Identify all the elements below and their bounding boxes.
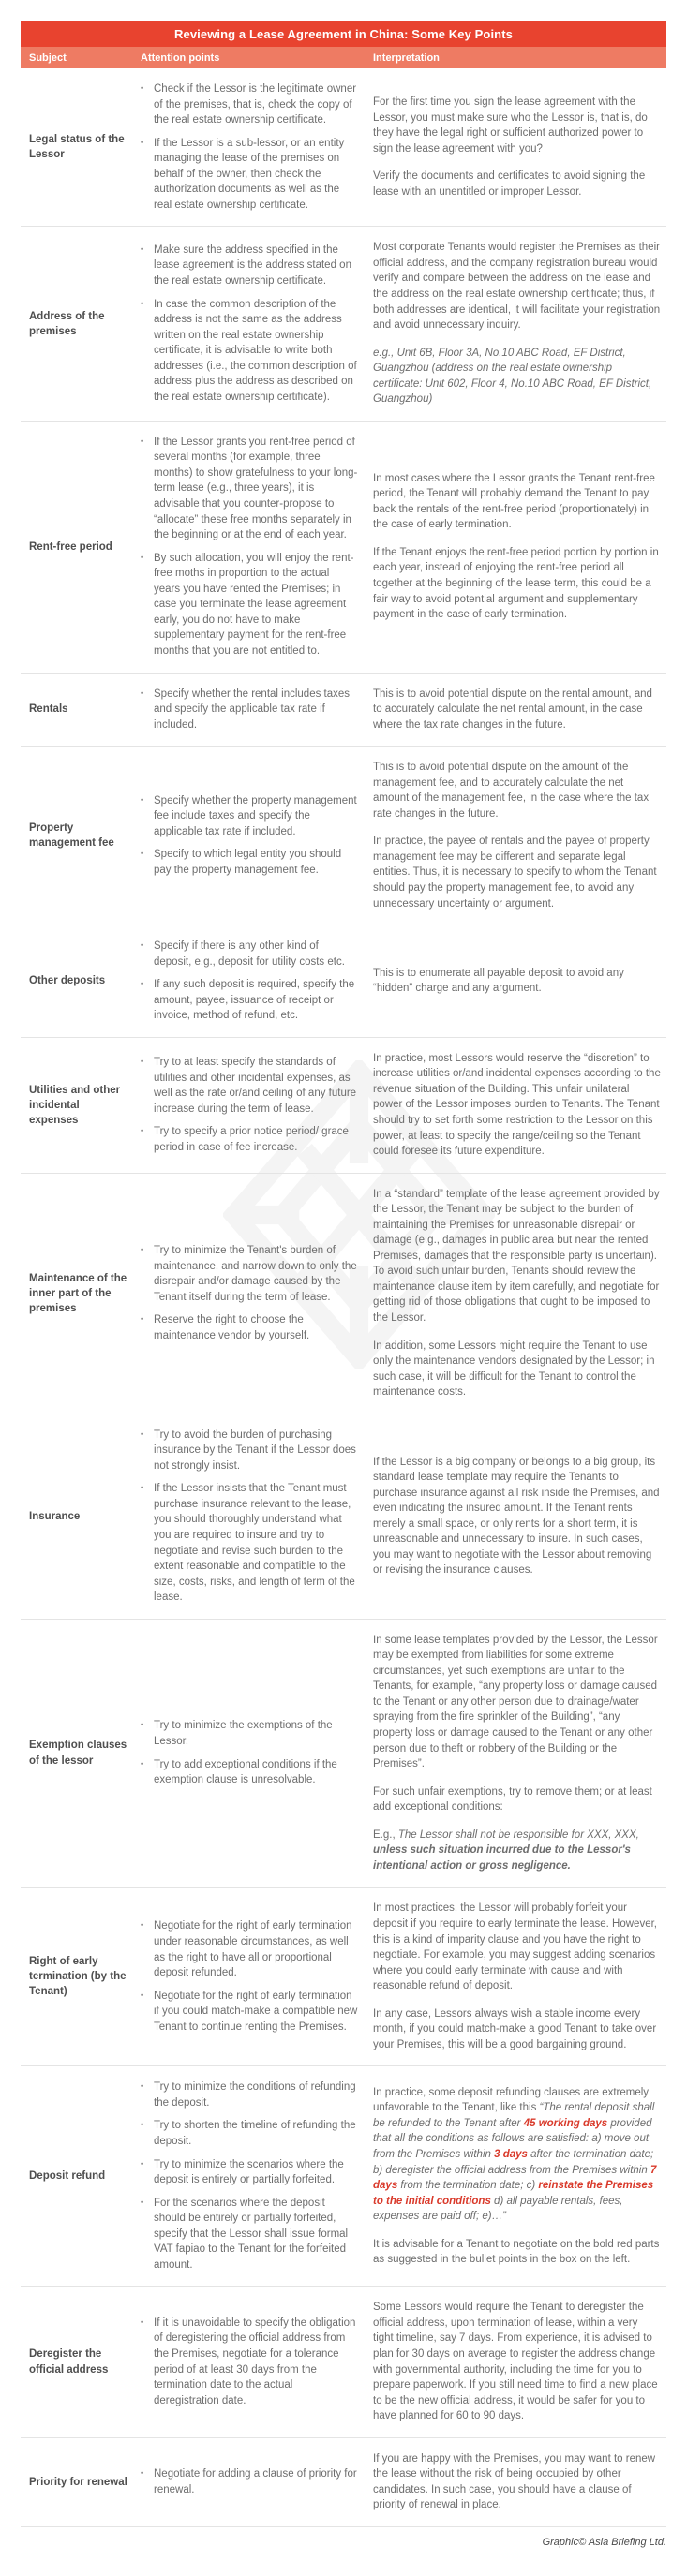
attention-point-text: Try to minimize the scenarios where the deposit is entirely or partially forfeited. <box>154 2158 344 2186</box>
bullet-dot-icon: • <box>141 1314 144 1325</box>
bullet-dot-icon: • <box>141 688 144 698</box>
row-attention-points <box>141 435 373 659</box>
attention-point-text: Try to add exceptional conditions if the exemption clause is unresolvable. <box>154 1758 337 1786</box>
interpretation-paragraph: This is to avoid potential dispute on the rental amount, and to accurately calculate the net rental amount, in the case where the tax rate changes in the future. <box>373 688 652 731</box>
row-interpretation <box>373 1051 666 1160</box>
attention-point <box>141 2118 358 2149</box>
interpretation-paragraph: For the first time you sign the lease agreement with the Lessor, you must make sure who the Lessor is, that is, do they have the legal right or sufficient authorized power to sign the lease agreement with you? <box>373 96 648 155</box>
attention-point-text: If it is unavoidable to specify the obligation of deregistering the official address from the Premises, negotiate for a tolerance period of at least 30 days from the termination date to the actual deregistration date. <box>154 2317 356 2406</box>
interpretation-paragraph: If the Tenant enjoys the rent-free period portion by portion in each year, instead of enjoying the rent-free period all together at the beginning of the lease term, this could be a fair way to avoid potential argument and supplementary payment in the case of early termination. <box>373 546 659 621</box>
row-interpretation <box>373 95 666 200</box>
bullet-dot-icon: • <box>141 1057 144 1067</box>
interpretation-paragraph: Most corporate Tenants would register the Premises as their official address, and the company registration bureau would verify and compare between the address on the lease and the address on the real estate ownership certificate; thus, if both addresses are identical, it will facilitate your registration and avoid unnecessary inquiry. <box>373 242 661 332</box>
bullet-dot-icon: • <box>141 940 144 951</box>
bullet-dot-icon: • <box>141 849 144 859</box>
row-attention-points <box>141 1718 373 1787</box>
attention-point-text: Specify whether the property management fee include taxes and specify the applicable tax rate if included. <box>154 794 357 837</box>
bullet-dot-icon: • <box>141 794 144 805</box>
table-row <box>21 925 666 1038</box>
row-interpretation <box>373 2451 666 2513</box>
attention-point <box>141 2080 358 2110</box>
interpretation-paragraph: It is advisable for a Tenant to negotiate on the bold red parts as suggested in the bullet points in the box on the left. <box>373 2238 660 2266</box>
interpretation-paragraph: Verify the documents and certificates to avoid signing the lease with an unentitled or improper Lessor. <box>373 170 646 198</box>
column-header-interpretation: Interpretation <box>373 52 440 64</box>
attention-point <box>141 793 358 840</box>
attention-point <box>141 551 358 659</box>
column-header-attention-points: Attention points <box>141 52 220 64</box>
row-subject: Utilities and other incidental expenses <box>29 1084 121 1126</box>
row-attention-points <box>141 687 373 733</box>
interpretation-paragraph: In most cases where the Lessor grants the Tenant rent-free period, the Tenant will probably demand the Tenant to pay back the rentals of the rent-free period (proportionately) in the case of early termination. <box>373 472 655 531</box>
attention-point <box>141 1312 358 1343</box>
table-body <box>21 68 666 2527</box>
attention-point-text: Specify to which legal entity you should pay the property management fee. <box>154 849 342 876</box>
table-row <box>21 2287 666 2437</box>
row-subject: Legal status of the Lessor <box>29 134 125 161</box>
bullet-dot-icon: • <box>141 1245 144 1255</box>
column-header-subject: Subject <box>29 52 67 64</box>
attention-point-text: By such allocation, you will enjoy the rent-free moths in proportion to the actual years you have rented the Premises; in case you terminate the lease agreement early, you do not have to make supplementary payment for the rent-free months that you are not entitled to. <box>154 552 354 657</box>
row-interpretation <box>373 2300 666 2423</box>
attention-point <box>141 2316 358 2408</box>
attention-point <box>141 297 358 406</box>
row-interpretation <box>373 240 666 407</box>
row-interpretation <box>373 1901 666 2052</box>
row-subject: Rent-free period <box>29 540 112 553</box>
table-row <box>21 2438 666 2527</box>
attention-point-text: Try to shorten the timeline of refunding the deposit. <box>154 2120 356 2147</box>
interpretation-paragraph: If the Lessor is a big company or belongs to a big group, its standard lease template may require the Tenants to purchase insurance against all risk inside the Premises, and even indicating the insured amount. If the Tenant rents merely a small space, or only rents for a short term, it is unreasonable and unnecessary to insure. In such cases, you may want to negotiate with the Lessor about removing or revising the insurance clauses. <box>373 1456 660 1577</box>
bullet-dot-icon: • <box>141 1920 144 1931</box>
bullet-dot-icon: • <box>141 2081 144 2092</box>
attention-point-text: If the Lessor is a sub-lessor, or an entity managing the lease of the premises on behalf of the owner, then check the authorization documents as well as the real estate ownership certificate. <box>154 137 345 211</box>
attention-point-text: Try to minimize the Tenant's burden of maintenance, and narrow down to only the disrepair and/or damage caused by the Tenant itself during the term of lease. <box>154 1245 357 1303</box>
table-row <box>21 1174 666 1414</box>
bullet-dot-icon: • <box>141 1126 144 1136</box>
attention-point <box>141 81 358 128</box>
attention-point <box>141 1989 358 2036</box>
row-subject: Maintenance of the inner part of the premises <box>29 1272 127 1314</box>
row-subject: Other deposits <box>29 975 106 987</box>
row-interpretation <box>373 687 666 733</box>
attention-point <box>141 136 358 214</box>
interpretation-paragraph: In most practices, the Lessor will probably forfeit your deposit if you require to early terminate the lease. However, this is a kind of imparity clause and you have the right to negotiate. For example, you may suggest adding scenarios where you could early terminate with cause and with reasonable refund of deposit. <box>373 1902 657 1992</box>
row-subject: Property management fee <box>29 822 114 850</box>
bullet-dot-icon: • <box>141 436 144 446</box>
row-attention-points <box>141 939 373 1024</box>
table-row <box>21 1888 666 2066</box>
row-subject: Right of early termination (by the Tenant) <box>29 1956 127 1998</box>
interpretation-paragraph: In practice, most Lessors would reserve the “discretion” to increase utilities or/and incidental expenses according to the revenue situation of the Building. This unfair unilateral power of the Lessor imposes burden to Tenants. The Tenant should try to set forth some restriction to the Lessor on this power, at least to specify the range/ceiling so the Tenant could foresee its future expenditure. <box>373 1052 661 1158</box>
bullet-dot-icon: • <box>141 2317 144 2327</box>
row-attention-points <box>141 1428 373 1606</box>
row-subject: Insurance <box>29 1510 81 1522</box>
attention-point <box>141 687 358 733</box>
table-row <box>21 227 666 421</box>
interpretation-paragraph: In a “standard” template of the lease agreement provided by the Lessor, the Tenant may be subject to the burden of maintaining the Premises for unreasonable disrepair or damage (e.g., damages in public area but near the rented Premises, damages that the responsible party is uncertain). To avoid such unfair burden, Tenants should review the maintenance clause item by item carefully, and negotiate for getting rid of those obligations that ought to be imposed to the Lessor. <box>373 1188 660 1324</box>
bullet-dot-icon: • <box>141 1990 144 2000</box>
bullet-dot-icon: • <box>141 137 144 147</box>
attention-point-text: Try to at least specify the standards of utilities and other incidental expenses, as well as the rate or/and ceiling of any future increase during the term of lease. <box>154 1057 357 1115</box>
bullet-dot-icon: • <box>141 2120 144 2130</box>
bullet-dot-icon: • <box>141 552 144 562</box>
attention-point <box>141 1718 358 1749</box>
table-row <box>21 1414 666 1620</box>
table-row <box>21 747 666 925</box>
bullet-dot-icon: • <box>141 2197 144 2207</box>
attention-point-text: For the scenarios where the deposit should be entirely or partially forfeited, specify that the Lessor shall issue formal VAT fapiao to the Tenant for the forfeited amount. <box>154 2197 349 2271</box>
row-interpretation <box>373 1633 666 1874</box>
attention-point <box>141 939 358 970</box>
bullet-dot-icon: • <box>141 2468 144 2479</box>
bullet-dot-icon: • <box>141 298 144 308</box>
row-subject: Rentals <box>29 703 68 716</box>
row-subject: Exemption clauses of the lessor <box>29 1740 127 1767</box>
attention-point-text: Check if the Lessor is the legitimate owner of the premises, that is, check the copy of the real estate ownership certificate. <box>154 83 357 126</box>
attention-point-text: Try to avoid the burden of purchasing insurance by the Tenant if the Lessor does not strongly insist. <box>154 1429 356 1472</box>
interpretation-paragraph: For such unfair exemptions, try to remove them; or at least add exceptional conditions: <box>373 1785 652 1814</box>
row-subject: Address of the premises <box>29 310 105 337</box>
row-interpretation <box>373 471 666 623</box>
row-attention-points <box>141 793 373 879</box>
row-attention-points <box>141 2080 373 2273</box>
bullet-dot-icon: • <box>141 1720 144 1730</box>
bullet-dot-icon: • <box>141 83 144 93</box>
attention-point-text: Negotiate for the right of early termination if you could match-make a compatible new Tenant to continue renting the Premises. <box>154 1990 358 2033</box>
table-row <box>21 68 666 227</box>
bullet-dot-icon: • <box>141 2158 144 2169</box>
table-row <box>21 674 666 748</box>
attention-point <box>141 847 358 878</box>
attention-point-text: Try to minimize the exemptions of the Lessor. <box>154 1720 333 1748</box>
table-row <box>21 422 666 674</box>
attention-point <box>141 1428 358 1474</box>
column-header-row <box>21 47 666 68</box>
attention-point-text: Try to minimize the conditions of refunding the deposit. <box>154 2081 356 2109</box>
row-interpretation <box>373 1455 666 1578</box>
row-subject: Deregister the official address <box>29 2348 109 2376</box>
interpretation-paragraph: In some lease templates provided by the Lessor, the Lessor may be exempted from liabilities for some extreme circumstances, yet such exemptions are unfair to the Tenants, for example, “any property loss or damage caused to the Tenant or any other person due to drainage/water spraying from the fire sprinkler of the Building”, “any property loss or damage caused to the Tenant or any other person due to theft or robbery of the Building or the Premises”. <box>373 1634 658 1770</box>
credit-line: Graphic© Asia Briefing Ltd. <box>542 2536 666 2548</box>
table-row <box>21 1038 666 1174</box>
row-interpretation <box>373 760 666 911</box>
interpretation-paragraph: This is to enumerate all payable deposit to avoid any “hidden” charge and any argument. <box>373 967 624 995</box>
attention-point-text: If the Lessor insists that the Tenant must purchase insurance relevant to the lease, you should thoroughly understand what you are required to insure and try to negotiate and revise such burden to the extent reasonable and compatible to the size, costs, risks, and length of term of the lease. <box>154 1483 355 1604</box>
row-interpretation <box>373 966 666 997</box>
row-interpretation <box>373 2085 666 2268</box>
row-attention-points <box>141 1918 373 2035</box>
attention-point-text: If any such deposit is required, specify the amount, payee, issuance of receipt or invoice, method of refund, etc. <box>154 979 355 1022</box>
attention-point <box>141 1055 358 1117</box>
interpretation-paragraph: e.g., Unit 6B, Floor 3A, No.10 ABC Road, EF District, Guangzhou (address on the real estate ownership certificate: Unit 602, Floor 4, No.10 ABC Road, EF District, Guangzhou) <box>373 347 652 406</box>
attention-point <box>141 1757 358 1788</box>
attention-point-text: Specify whether the rental includes taxes and specify the applicable tax rate if included. <box>154 688 351 731</box>
row-attention-points <box>141 81 373 213</box>
attention-point <box>141 435 358 543</box>
attention-point <box>141 2157 358 2188</box>
table-row <box>21 2066 666 2287</box>
row-attention-points <box>141 243 373 405</box>
interpretation-paragraph: In practice, some deposit refunding clauses are extremely unfavorable to the Tenant, like this “The rental deposit shall be refunded to the Tenant after 45 working days provided that all the conditions as follows are satisfied: a) move out from the Premises within 3 days after the termination date; b) deregister the official address from the Premises within 7 days from the termination date; c) reinstate the Premises to the initial conditions d) all payable rentals, fees, expenses are paid off; e)…” <box>373 2086 657 2223</box>
row-attention-points <box>141 1243 373 1343</box>
table-title: Reviewing a Lease Agreement in China: Some Key Points <box>21 21 666 47</box>
attention-point <box>141 977 358 1024</box>
row-attention-points <box>141 1055 373 1155</box>
bullet-dot-icon: • <box>141 979 144 989</box>
attention-point <box>141 1124 358 1155</box>
attention-point-text: Negotiate for adding a clause of priority for renewal. <box>154 2468 357 2495</box>
row-attention-points <box>141 2316 373 2408</box>
attention-point-text: If the Lessor grants you rent-free period of several months (for example, three months) to show gratefulness to your long-term lease (e.g., three years), it is advisable that you counter-propose to “allocate” these free months separately in the beginning or at the end of each year. <box>154 436 358 541</box>
row-subject: Priority for renewal <box>29 2476 127 2488</box>
attention-point <box>141 1243 358 1305</box>
interpretation-paragraph: E.g., The Lessor shall not be responsible for XXX, XXX, unless such situation incurred due to the Lessor's intentional action or gross negligence. <box>373 1828 639 1872</box>
bullet-dot-icon: • <box>141 1483 144 1493</box>
row-interpretation <box>373 1187 666 1400</box>
row-subject: Deposit refund <box>29 2170 106 2183</box>
attention-point <box>141 2466 358 2497</box>
attention-point-text: Try to specify a prior notice period/ grace period in case of fee increase. <box>154 1126 349 1153</box>
interpretation-paragraph: In addition, some Lessors might require the Tenant to use only the maintenance vendors designated by the Lessor; in such case, it will be difficult for the Tenant to control the maintenance costs. <box>373 1340 655 1399</box>
attention-point-text: Negotiate for the right of early termination under reasonable circumstances, as well as the right to have all or proportional deposit refunded. <box>154 1920 352 1979</box>
attention-point-text: Reserve the right to choose the maintenance vendor by yourself. <box>154 1314 310 1341</box>
attention-point <box>141 2196 358 2273</box>
attention-point-text: Specify if there is any other kind of deposit, e.g., deposit for utility costs etc. <box>154 940 345 968</box>
attention-point <box>141 1481 358 1605</box>
interpretation-paragraph: In any case, Lessors always wish a stable income every month, if you could match-make a good Tenant to take over your Premises, this will be a good bargaining ground. <box>373 2007 657 2050</box>
interpretation-paragraph: Some Lessors would require the Tenant to deregister the official address, upon termination of lease, within a very tight timeline, say 7 days. From experience, it is advised to plan for 30 days on average to register the address change with governmental authority, including the time for you to prepare paperwork. If you still need time to find a new place to be the new official address, it would be safer for you to have planned for 60 to 90 days. <box>373 2302 658 2422</box>
attention-point-text: Make sure the address specified in the lease agreement is the address stated on the real estate ownership certificate. <box>154 244 351 287</box>
lease-review-table <box>21 21 666 2527</box>
bullet-dot-icon: • <box>141 1758 144 1769</box>
row-attention-points <box>141 2466 373 2497</box>
interpretation-paragraph: If you are happy with the Premises, you may want to renew the lease without the risk of being occupied by other candidates. In such case, you should have a clause of priority of renewal in place. <box>373 2452 656 2511</box>
bullet-dot-icon: • <box>141 244 144 254</box>
bullet-dot-icon: • <box>141 1429 144 1439</box>
interpretation-paragraph: In practice, the payee of rentals and the payee of property management fee may be different and separate legal entities. Thus, it is necessary to specify to whom the Tenant should pay the property management fee, to avoid any unnecessary uncertainty or argument. <box>373 836 657 910</box>
attention-point-text: In case the common description of the address is not the same as the address written on the real estate ownership certificate, it is advisable to write both addresses (i.e., the common description of address plus the address as described on the real estate ownership certificate). <box>154 298 357 403</box>
interpretation-paragraph: This is to avoid potential dispute on the amount of the management fee, and to accurately calculate the net amount of the management fee, in the case where the tax rate changes in the future. <box>373 762 650 820</box>
attention-point <box>141 243 358 289</box>
table-row <box>21 1620 666 1888</box>
attention-point <box>141 1918 358 1980</box>
